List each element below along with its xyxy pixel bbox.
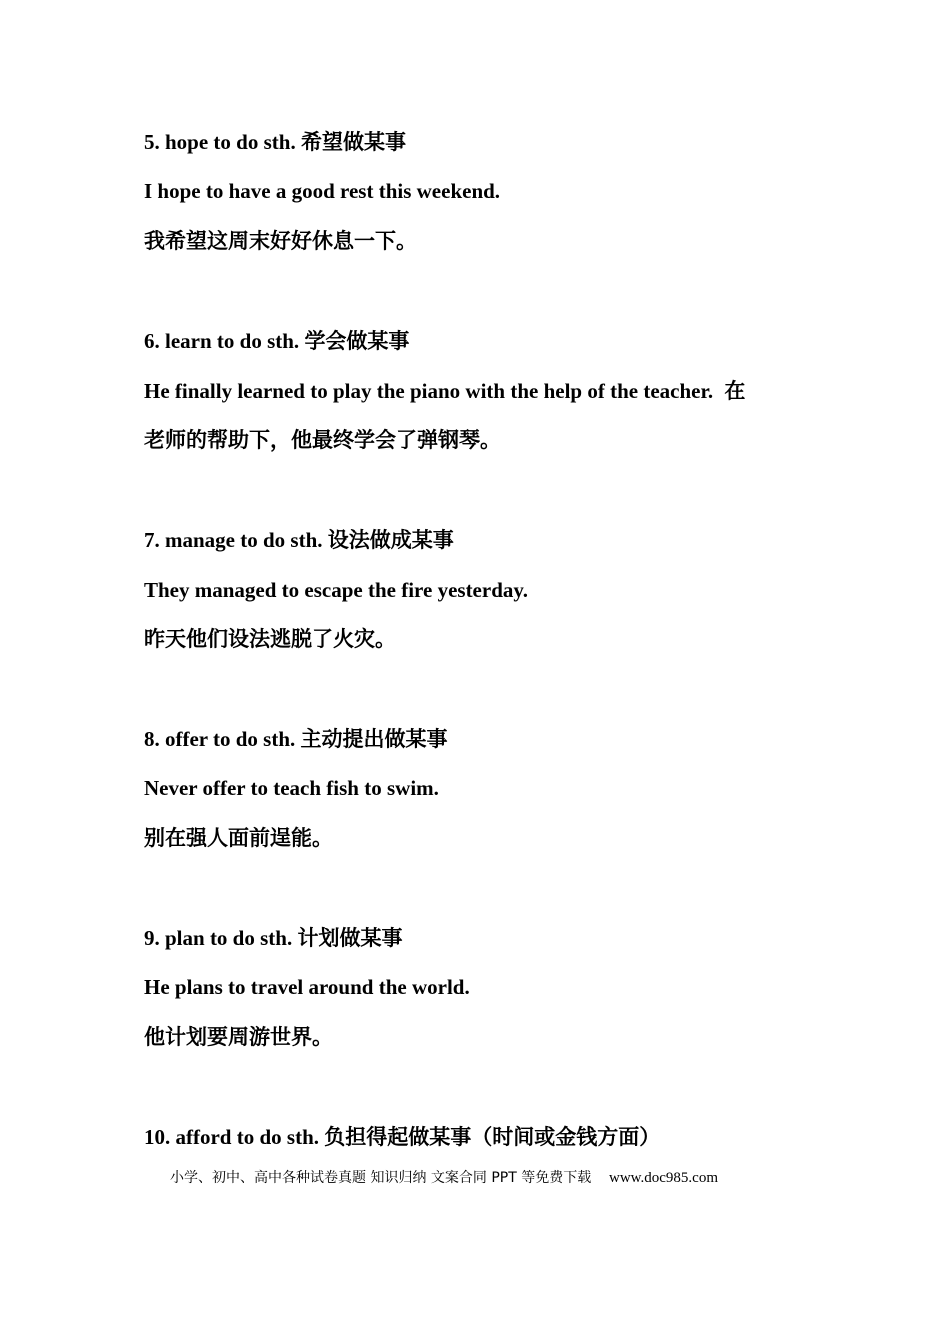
item-5-example-en: I hope to have a good rest this weekend. (144, 179, 501, 203)
item-9-example-cn: 他计划要周游世界。 (144, 1025, 333, 1049)
item-7-heading-cn: 设法做成某事 (327, 528, 454, 552)
item-6-example-cn-start: 在 (724, 379, 746, 403)
item-9-heading-en: 9. plan to do sth. (144, 926, 293, 950)
item-9-example-en: He plans to travel around the world. (144, 975, 470, 999)
item-7-example-en: They managed to escape the fire yesterday. (144, 578, 528, 602)
footer-text: 小学、初中、高中各种试卷真题 知识归纳 文案合同 PPT 等免费下载 (170, 1170, 592, 1186)
item-9-heading-cn: 计划做某事 (297, 926, 403, 950)
item-7-heading-en: 7. manage to do sth. (144, 528, 323, 552)
item-8-heading (144, 725, 448, 753)
item-10-heading (144, 1123, 660, 1151)
item-6-heading-cn: 学会做某事 (304, 329, 410, 353)
item-10-heading-en: 10. afford to do sth. (144, 1125, 320, 1149)
item-6-example-en-text: He finally learned to play the piano with the help of the teacher. (144, 379, 714, 403)
item-5-example-cn: 我希望这周末好好休息一下。 (144, 229, 417, 253)
item-8-heading-cn: 主动提出做某事 (300, 727, 448, 751)
item-5-heading (144, 128, 406, 156)
item-6-heading (144, 327, 409, 355)
item-6-heading-en: 6. learn to do sth. (144, 329, 300, 353)
item-7-heading (144, 526, 454, 554)
item-5-heading-en: 5. hope to do sth. (144, 130, 296, 154)
item-8-heading-en: 8. offer to do sth. (144, 727, 296, 751)
item-6-example-cn: 老师的帮助下，他最终学会了弹钢琴。 (144, 428, 501, 452)
item-6-example-en (144, 377, 745, 405)
item-10-heading-cn: 负担得起做某事（时间或金钱方面） (324, 1125, 661, 1149)
item-5-heading-cn: 希望做某事 (300, 130, 406, 154)
footer-url[interactable]: www.doc985.com (609, 1170, 719, 1186)
item-9-heading (144, 924, 402, 952)
page-footer (170, 1167, 718, 1189)
item-8-example-en: Never offer to teach fish to swim. (144, 776, 439, 800)
item-8-example-cn: 别在强人面前逞能。 (144, 826, 333, 850)
item-7-example-cn: 昨天他们设法逃脱了火灾。 (144, 627, 396, 651)
